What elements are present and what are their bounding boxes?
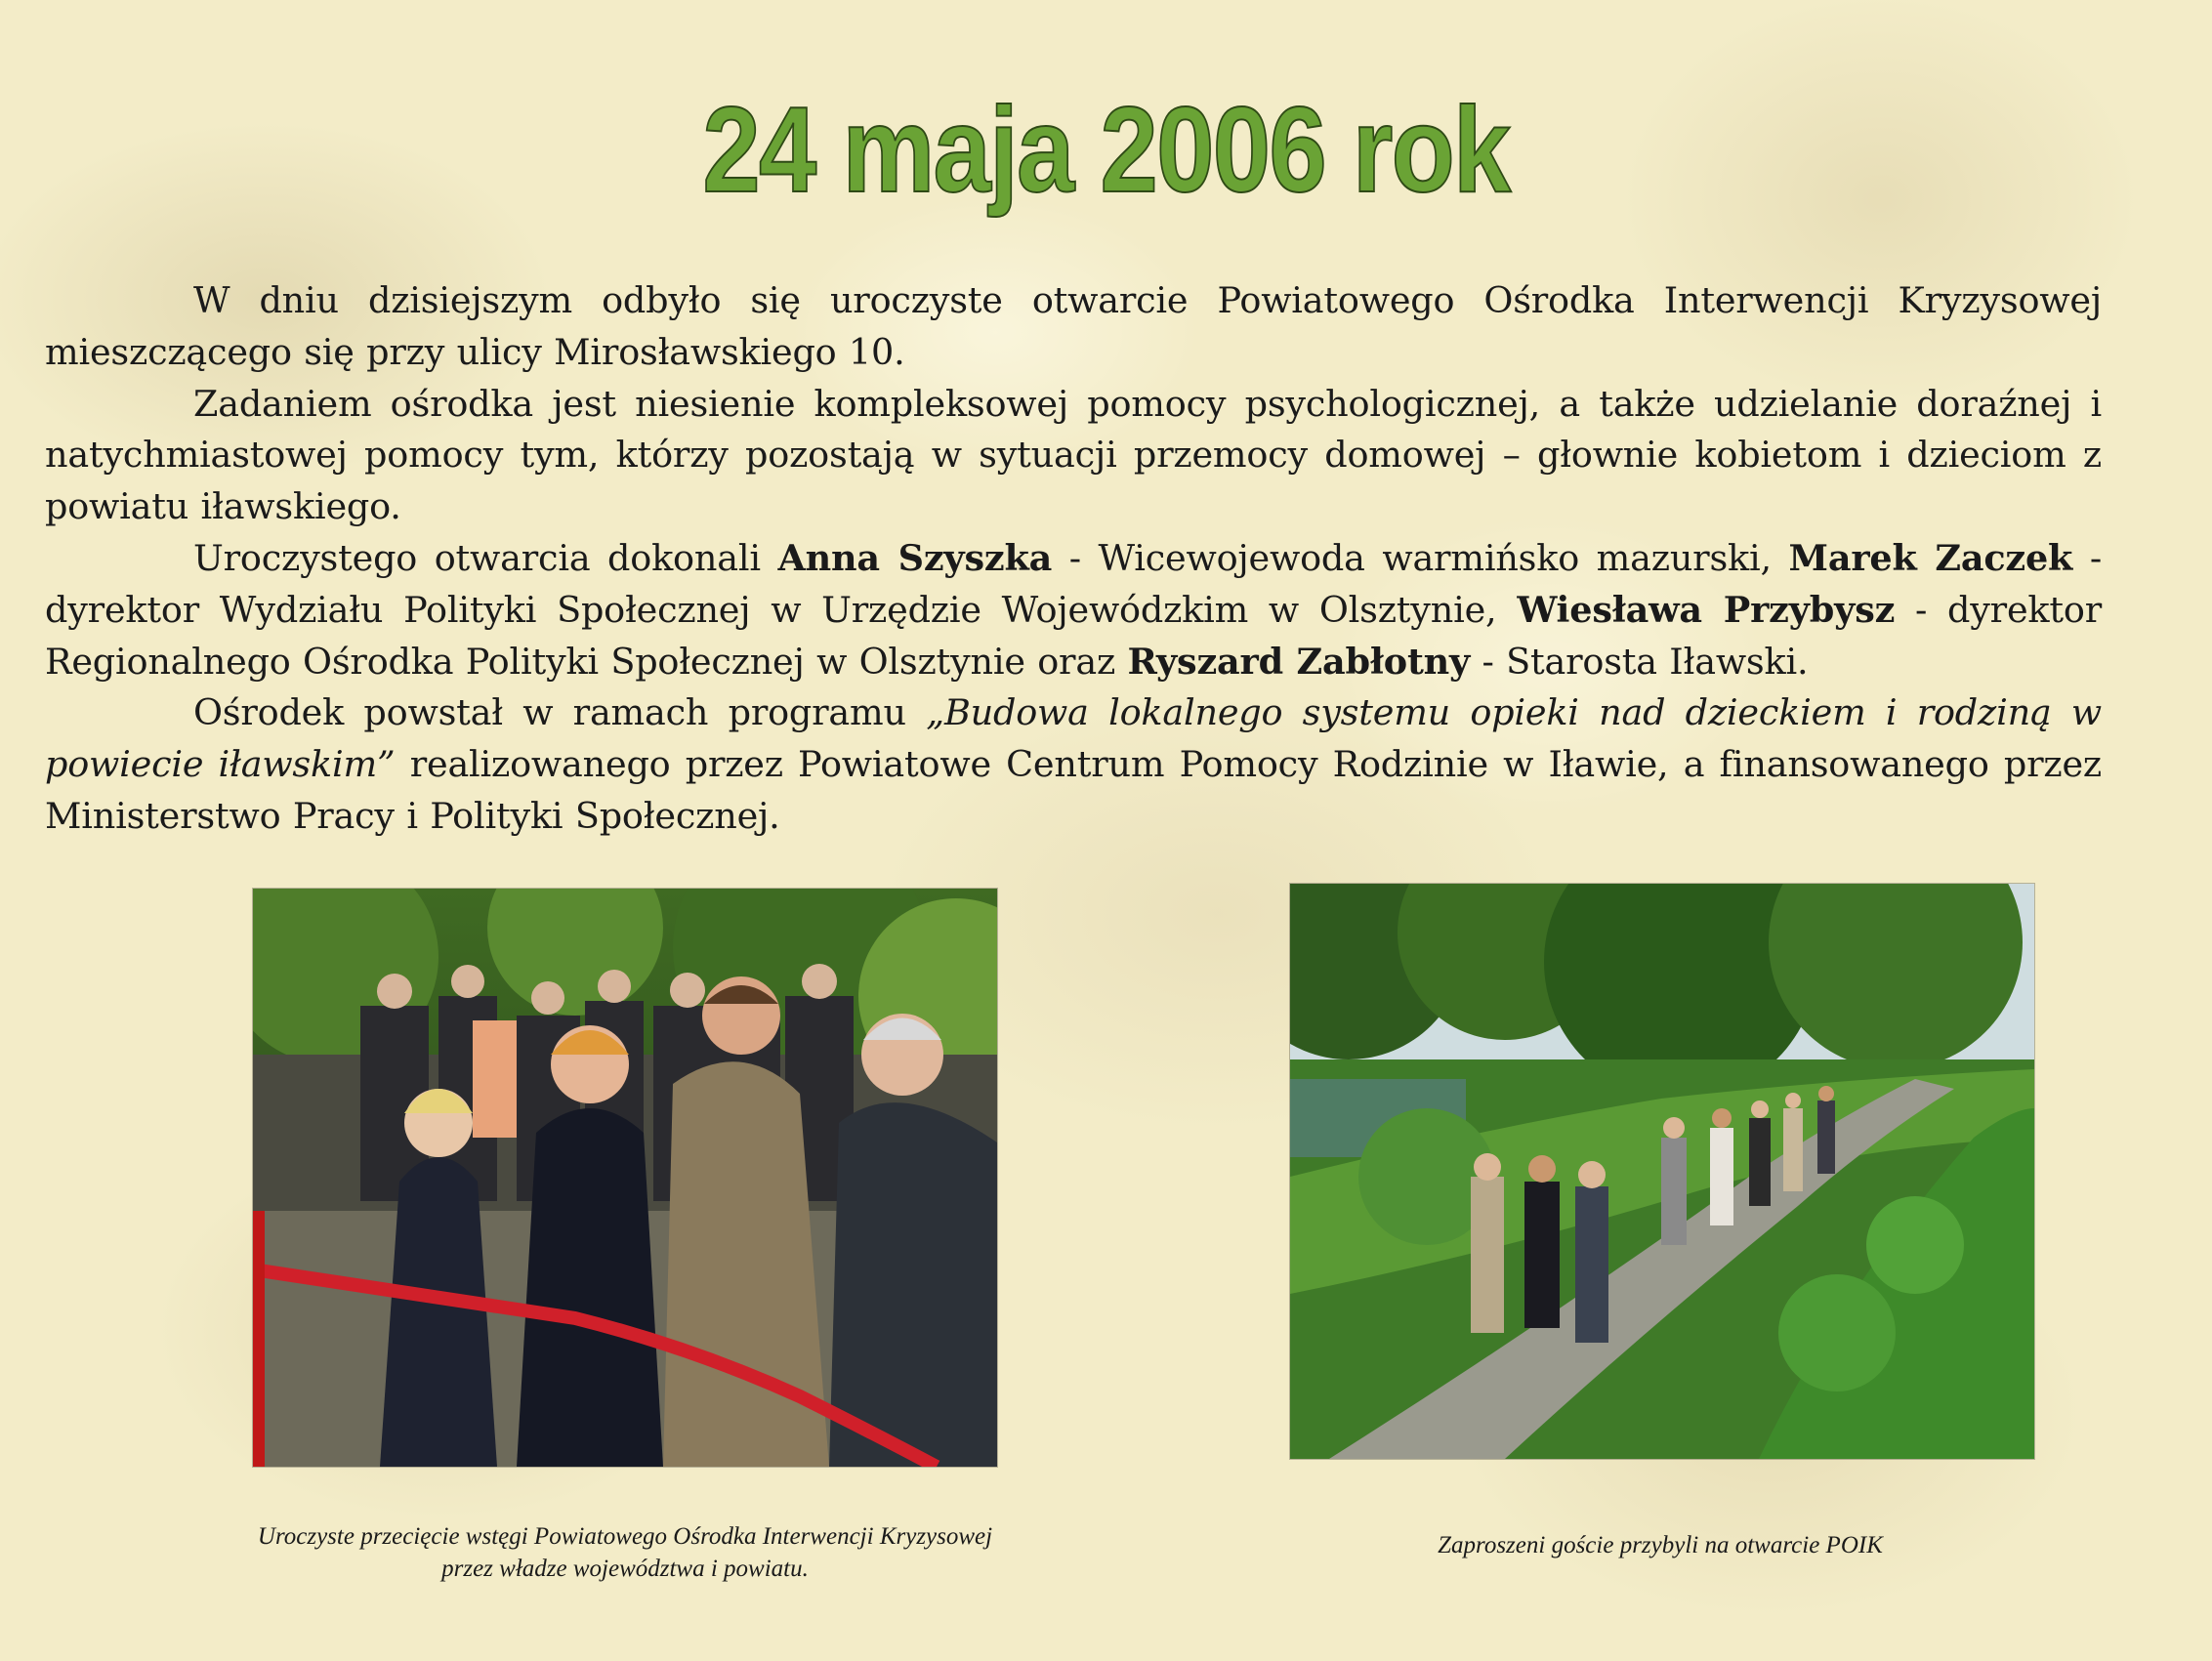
- official-name: Marek Zaczek: [1788, 536, 2073, 579]
- guests-arriving-caption: Zaproszeni goście przybyli na otwarcie POIK: [1438, 1532, 1883, 1558]
- official-name: Anna Szyszka: [777, 536, 1053, 579]
- official-name: Ryszard Zabłotny: [1127, 640, 1471, 683]
- official-role: - Starosta Iławski.: [1470, 640, 1809, 683]
- paragraph-officials: [45, 533, 2102, 687]
- program-intro: Ośrodek powstał w ramach programu: [193, 691, 927, 734]
- program-details: realizowanego przez Powiatowe Centrum Pomocy Rodzinie w Iławie, a finansowanego przez Ministerstwo Pracy i Polityki Społecznej.: [45, 743, 2102, 837]
- official-name: Wiesława Przybysz: [1517, 588, 1896, 631]
- guests-arriving-photo: [1290, 884, 2034, 1459]
- official-role: - dyrektor Wydziału Polityki Społecznej w Urzędzie Wojewódzkim w Olsztynie,: [45, 536, 2102, 631]
- article-body: [45, 275, 2102, 843]
- guests-arriving-image: [1290, 884, 2034, 1459]
- official-role: - dyrektor Regionalnego Ośrodka Polityki Społecznej w Olsztynie oraz: [45, 588, 2102, 683]
- paragraph-mission: Zadaniem ośrodka jest niesienie kompleksowej pomocy psychologicznej, a także udzielanie doraźnej i natychmiastowej pomocy tym, którzy pozostają w sytuacji przemocy domowej – głownie kobietom i dzieciom z powiatu iławskiego.: [45, 382, 2102, 528]
- ribbon-cutting-image: [253, 889, 997, 1467]
- program-name: „Budowa lokalnego systemu opieki nad dzieckiem i rodziną w powiecie iławskim”: [45, 691, 2102, 786]
- ribbon-cutting-photo: [253, 889, 997, 1467]
- paragraph-opening: W dniu dzisiejszym odbyło się uroczyste otwarcie Powiatowego Ośrodka Interwencji Kryzysowej mieszczącego się przy ulicy Mirosławskiego 10.: [45, 279, 2102, 373]
- official-role: - Wicewojewoda warmińsko mazurski,: [1052, 536, 1789, 579]
- officials-intro: Uroczystego otwarcia dokonali: [193, 536, 778, 579]
- paragraph-program: [45, 687, 2102, 842]
- ribbon-cutting-caption: Uroczyste przecięcie wstęgi Powiatowego Ośrodka Interwencji Kryzysowej przez władze województwa i powiatu.: [257, 1523, 993, 1582]
- page-title: 24 maja 2006 rok: [702, 83, 1510, 218]
